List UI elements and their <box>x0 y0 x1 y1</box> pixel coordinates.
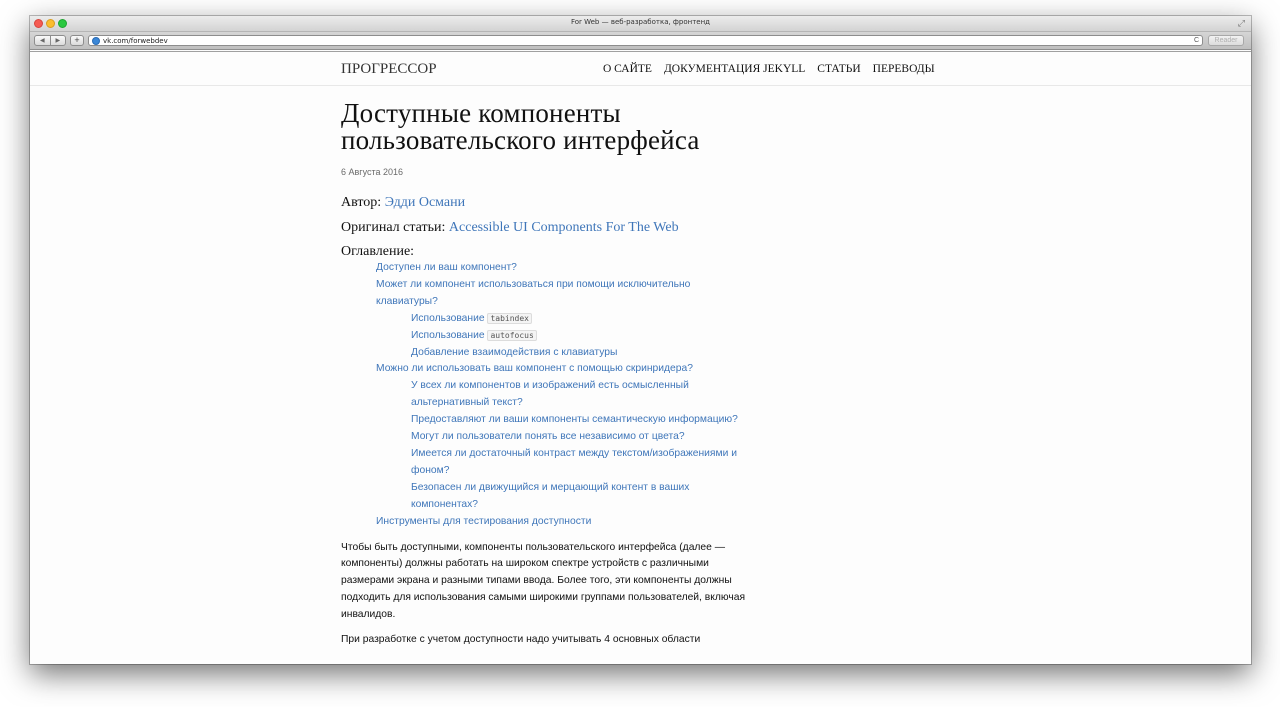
author-link[interactable]: Эдди Османи <box>384 195 466 210</box>
toc-item[interactable]: Могут ли пользователи понять все независимо от цвета? <box>411 431 685 443</box>
reload-icon[interactable]: C <box>1193 37 1199 44</box>
nav-articles[interactable]: СТАТЬИ <box>817 63 861 75</box>
toc-item[interactable]: Доступен ли ваш компонент? <box>376 262 517 273</box>
site-nav <box>603 63 935 75</box>
address-bar[interactable] <box>88 35 1203 46</box>
post-content <box>341 100 781 649</box>
globe-icon <box>92 37 100 45</box>
toc-item[interactable]: альтернативный текст? <box>411 397 523 409</box>
toc-item[interactable]: Можно ли использовать ваш компонент с помощью скринридера? <box>376 363 693 375</box>
browser-toolbar <box>30 32 1251 50</box>
nav-jekyll-docs[interactable]: ДОКУМЕНТАЦИЯ JEKYLL <box>663 63 806 75</box>
toc-item[interactable]: Инструменты для тестирования доступности <box>376 515 592 527</box>
reader-button[interactable]: Reader <box>1208 35 1244 46</box>
toc-item-code[interactable]: tabindex <box>487 313 532 324</box>
paragraph-line: компоненты) должны работать на широком спектре устройств с различными <box>341 558 709 570</box>
toc-heading: Оглавление: <box>341 244 415 259</box>
web-page <box>30 51 1251 664</box>
paragraph-line: инвалидов. <box>341 609 396 621</box>
site-header <box>30 52 1251 86</box>
toc-item-text[interactable]: Использование <box>411 329 485 341</box>
toc-item[interactable]: Может ли компонент использоваться при помощи исключительно <box>376 278 691 290</box>
url-text[interactable]: vk.com/forwebdev <box>103 37 168 45</box>
intro-paragraph <box>341 540 781 625</box>
site-title[interactable]: ПРОГРЕССОР <box>341 61 437 77</box>
toc-item[interactable]: Безопасен ли движущийся и мерцающий контент в ваших <box>411 481 690 493</box>
toc-item[interactable]: Имеется ли достаточный контраст между текстом/изображениями и <box>411 447 737 459</box>
paragraph-line: размерами экрана и разными типами ввода. Более того, эти компоненты должны <box>341 575 732 587</box>
nav-translations[interactable]: ПЕРЕВОДЫ <box>872 63 935 75</box>
author-line <box>341 195 781 211</box>
toc-item[interactable] <box>341 328 781 345</box>
back-button[interactable]: ◀ <box>35 36 51 45</box>
post-date: 6 Августа 2016 <box>341 167 404 177</box>
paragraph-line: При разработке с учетом доступности надо учитывать 4 основных области <box>341 634 701 646</box>
original-line <box>341 220 781 236</box>
fullscreen-icon[interactable]: ⤢ <box>1237 18 1245 28</box>
toc-item[interactable]: Предоставляют ли ваши компоненты семантическую информацию? <box>411 414 738 426</box>
toc-item-code[interactable]: autofocus <box>487 330 536 341</box>
browser-window <box>30 16 1251 664</box>
toc-item-text[interactable]: Использование <box>411 312 485 324</box>
post-title-line-1: Доступные компоненты <box>341 98 621 128</box>
post-title <box>341 100 781 154</box>
toc-item[interactable]: Добавление взаимодействия с клавиатуры <box>411 346 618 358</box>
original-link[interactable]: Accessible UI Components For The Web <box>448 220 679 235</box>
toc-item[interactable]: клавиатуры? <box>376 295 438 307</box>
paragraph-line: подходить для использования самыми широкими группами пользователей, включая <box>341 592 746 604</box>
second-paragraph <box>341 632 781 649</box>
toc-item[interactable]: фоном? <box>411 464 450 476</box>
toc-item[interactable]: У всех ли компонентов и изображений есть осмысленный <box>411 380 689 392</box>
author-label: Автор: <box>341 195 382 210</box>
forward-button[interactable]: ▶ <box>55 38 61 44</box>
post-title-line-2: пользовательского интерфейса <box>341 125 700 155</box>
history-buttons <box>34 35 66 46</box>
title-bar <box>30 16 1251 32</box>
toc-item[interactable] <box>341 311 781 328</box>
toc-item[interactable]: компонентах? <box>411 498 479 510</box>
original-label: Оригинал статьи: <box>341 220 446 235</box>
table-of-contents <box>341 260 781 531</box>
window-title: For Web — веб-разработка, фронтенд <box>570 18 711 26</box>
add-bookmark-button[interactable]: + <box>70 35 84 46</box>
nav-about[interactable]: О САЙТЕ <box>603 63 652 75</box>
paragraph-line: Чтобы быть доступными, компоненты пользовательского интерфейса (далее — <box>341 541 726 553</box>
